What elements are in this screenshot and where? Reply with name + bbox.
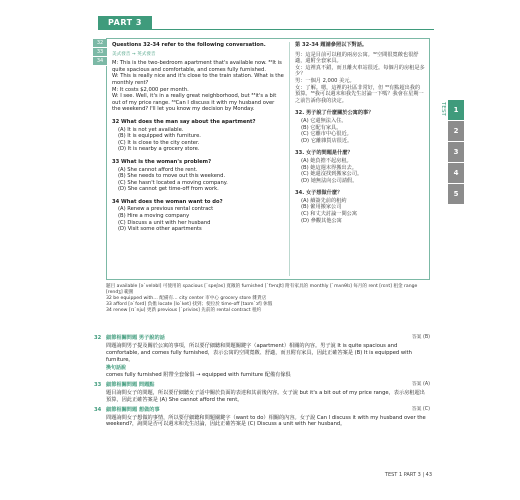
tab-test-1[interactable]: 1 (448, 100, 464, 120)
speaker-accents: 美式發音 → 英式發音 (112, 51, 156, 57)
answer-header (94, 381, 430, 390)
header-rule (152, 29, 434, 30)
answer-type-label: 細節相關問題 想做的事 (106, 406, 160, 413)
answer-explanation: 題目詢問女子的問題，所以要仔細聽女子話中關於負面的表達和其前後內容。女子說 but it's a bit out of my price range，表示房租超出預算，因此正確答案是 (A) She cannot afford the rent。 (106, 389, 425, 403)
answer-type-label: 細節相關問題 問題點 (106, 381, 155, 388)
answer-option-zh: (A) 她負擔不起房租。 (301, 157, 352, 164)
answer-option-zh: (D) 它離雜貨店很近。 (301, 137, 353, 144)
paraphrase-line: comes fully furnished 附帶全套傢俱 → equipped with furniture 配備有傢俱 (106, 372, 291, 379)
dialogue-line-zh: 女：了解。嗯，這裡的社區非常好，但 ³³有點超出我的預算。³⁴我可以週末和我先生討論一下嗎？我會在星期一之前告訴你我的決定。 (295, 84, 424, 104)
tabs-label: TEST (440, 102, 446, 116)
answer-option-zh: (C) 和丈夫討論一間公寓 (301, 211, 358, 218)
tab-test-5[interactable]: 5 (448, 184, 464, 204)
vocab-line: 33 afford [əˋford] 負擔 locate [loˋket] 找到；使位於 time-off [taɪmˋɔf] 休假 (106, 302, 273, 307)
paraphrase-title: 換句話說 (106, 365, 127, 372)
answer-option: (A) It is not yet available. (118, 126, 184, 133)
tab-test-2[interactable]: 2 (448, 121, 464, 141)
question-number: 33 (93, 48, 107, 57)
question: 32 What does the man say about the apartment? (112, 118, 256, 125)
question-zh: 33. 女子的問題是什麼？ (295, 150, 353, 157)
answer-header (94, 335, 430, 343)
question-zh: 32. 男子說了什麼關於公寓的事？ (295, 110, 374, 117)
answer-option-zh: (A) 續簽先前的租約 (301, 197, 347, 204)
answer-key: 答案 (B) (411, 335, 430, 340)
answer-option-zh: (B) 它配有家具。 (301, 124, 342, 131)
textbook-page (92, 14, 434, 484)
answer-option: (A) Renew a previous rental contract (118, 206, 214, 213)
vocab-line: 32 be equipped with… 配備有… city center 市中心 grocery store 雜貨店 (106, 296, 267, 301)
part-header (92, 14, 434, 34)
answer-option-zh: (B) 僱用搬家公司 (301, 204, 342, 211)
part-label: PART 3 (98, 16, 152, 30)
answer-option-zh: (B) 她這週末得搬出去。 (301, 164, 357, 171)
page-footer: TEST 1 PART 3 | 43 (384, 472, 432, 478)
vocabulary-list (106, 284, 430, 314)
chinese-column (295, 42, 425, 224)
dialogue-line: W: I see. Well, it's in a really great neighborhood, but ³³it's a bit out of my price range. ³⁴Can I discuss it with my husband over the weekend? I'll let you know my decision by Monday. (112, 93, 277, 113)
question-number: 34 (93, 57, 107, 66)
answer-option-zh: (D) 參觀其他公寓 (301, 217, 342, 224)
answer-option: (B) She needs to move out this weekend. (118, 173, 226, 180)
answer-option: (A) She cannot afford the rent. (118, 166, 198, 173)
answer-option-zh: (D) 她無法向公司請假。 (301, 177, 358, 184)
answer-option: (D) It is nearby a grocery store. (118, 146, 200, 153)
answer-key: 答案 (C) (411, 406, 430, 412)
dialogue-line-zh: 男：這是目前可以租的兩房公寓。³²空間很寬敞也很舒適，還附全套家具。 (295, 51, 419, 65)
answer-type-label: 細節相關問題 男子說的話 (106, 335, 165, 341)
answer-number: 32 (94, 335, 102, 341)
answer-option: (C) Discuss a unit with her husband (118, 219, 211, 226)
question-number-strip (93, 39, 107, 66)
chinese-title: 第 32-34 題請參照以下對話。 (295, 42, 368, 48)
conversation-box (96, 38, 430, 280)
answer-key: 答案 (A) (411, 381, 430, 387)
answer-explanation: 問題詢問男子提及關於公寓的事項，所以要仔細聽和問題關鍵字（apartment）相關的內容。男子說 It is quite spacious and comfortable, and comes fully furnished，表示公寓的空間寬敞、舒適，而且附有家具，因此正確答案是 (B) It is equipped with furniture。 (106, 343, 412, 363)
test-tabs (434, 100, 466, 204)
vocab-line: 題目 available [əˋveləbl] 可使用的 spacious [ˋspeʃəs] 寬敞的 furnished [ˋfɝnɪʃt] 附有家具的 monthly [ˋmʌnθlɪ] 每月的 rent [rɛnt] 租金 range [rendʒ] 範圍 (106, 284, 418, 295)
answer-option: (B) Hire a moving company (118, 213, 190, 220)
question: 34 What does the woman want to do? (112, 198, 223, 205)
answer-option: (D) Visit some other apartments (118, 226, 202, 233)
answer-option-zh: (C) 它離市中心很近。 (301, 131, 352, 138)
column-divider (289, 42, 290, 276)
answer-option: (C) It is close to the city center. (118, 139, 200, 146)
answer-option: (B) It is equipped with furniture. (118, 133, 201, 140)
answer-header (94, 406, 430, 415)
dialogue-line-zh: 男：一個月 2,000 美元。 (295, 77, 355, 84)
english-title: Questions 32-34 refer to the following conversation. (112, 42, 266, 48)
answer-number: 33 (94, 381, 102, 388)
answer-option-zh: (C) 她還沒找到搬家公司。 (301, 171, 363, 178)
question: 33 What is the woman's problem? (112, 158, 212, 165)
answer-option-zh: (A) 它還無法入住。 (301, 117, 347, 124)
dialogue-line: W: This is really nice and it's close to the train station. What is the monthly rent? (112, 73, 284, 86)
answer-number: 34 (94, 406, 102, 413)
dialogue-line: M: It costs $2,000 per month. (112, 86, 189, 93)
question-number: 32 (93, 39, 107, 48)
vocab-line: 34 renew [rɪˋnju] 更新 previous [ˋpriviəs] 先前的 rental contract 租約 (106, 308, 262, 313)
answer-option: (D) She cannot get time-off from work. (118, 186, 219, 193)
question-zh: 34. 女子想做什麼？ (295, 190, 343, 197)
english-column (112, 42, 284, 233)
dialogue-line-zh: 女：這裡真不錯，而且離火車站很近。每個月的房租是多少？ (295, 64, 425, 78)
dialogue-line: M: This is the two-bedroom apartment that's available now. ³²It is quite spacious and comfortable, and comes fully furnished. (112, 60, 282, 73)
answer-explanations (94, 332, 430, 428)
answer-option: (C) She hasn't located a moving company. (118, 179, 228, 186)
tab-test-4[interactable]: 4 (448, 163, 464, 183)
tab-test-3[interactable]: 3 (448, 142, 464, 162)
answer-explanation: 問題詢問女子想做的事情，所以要仔細聽和問題關鍵字（want to do）相關的內容。女子說 Can I discuss it with my husband over the weekend?，詢問是否可以週末和先生討論，因此正確答案是 (C) Discuss a unit with her husband。 (106, 414, 426, 428)
